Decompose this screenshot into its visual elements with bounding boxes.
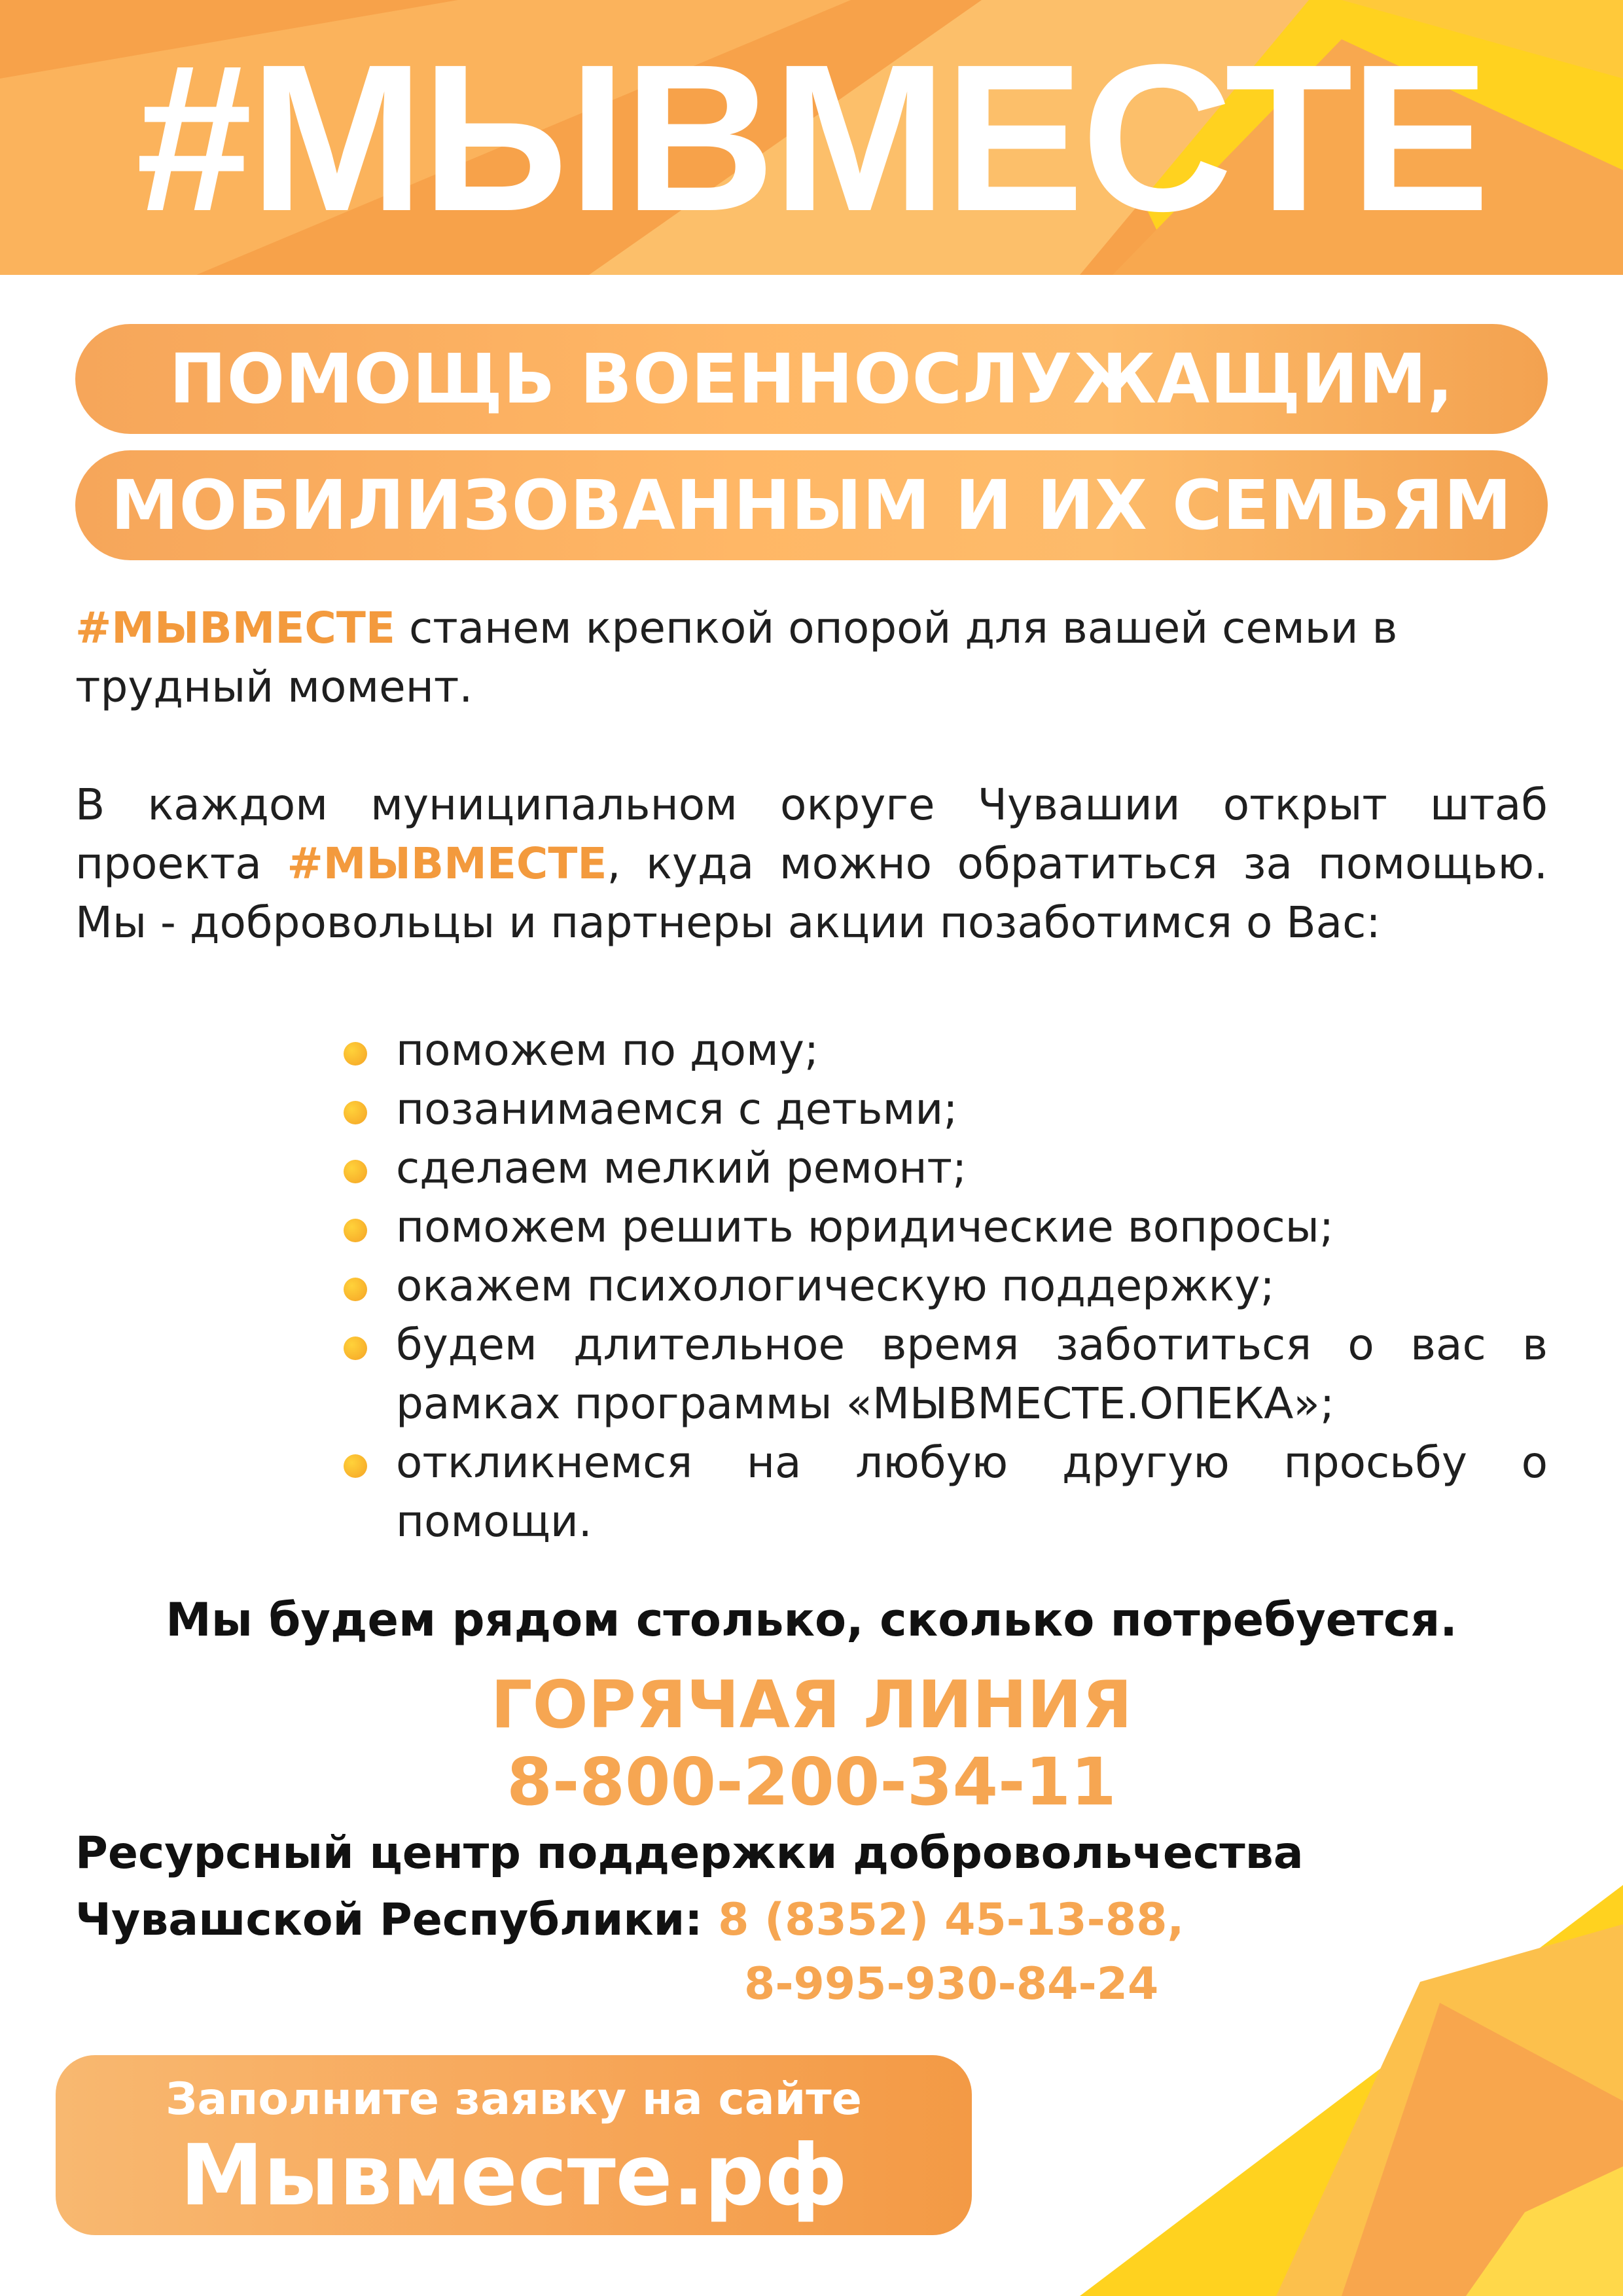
intro-hashtag: #МЫВМЕСТЕ: [75, 603, 395, 653]
resource-phone-2[interactable]: 8-995-930-84-24: [744, 1958, 1159, 2010]
headline-pill-1: ПОМОЩЬ ВОЕННОСЛУЖАЩИМ,: [75, 324, 1548, 434]
list-item: откликнемся на любую другую просьбу о помощи.: [344, 1433, 1548, 1551]
hotline-label: ГОРЯЧАЯ ЛИНИЯ: [490, 1666, 1133, 1743]
list-item: поможем решить юридические вопросы;: [344, 1198, 1548, 1257]
header-banner: [0, 0, 1623, 275]
orange-dot-icon: [344, 1101, 367, 1124]
resource-region: Чувашской Республики:: [75, 1894, 719, 1946]
headline-pill-2: МОБИЛИЗОВАННЫМ И ИХ СЕМЬЯМ: [75, 450, 1548, 560]
paragraph-part2: , куда можно обратиться за помощью. Мы - добровольцы и партнеры акции позаботимся о Вас:: [75, 838, 1548, 948]
help-list: [344, 1021, 1548, 1551]
list-item: окажем психологическую поддержку;: [344, 1257, 1548, 1316]
website-cta-button[interactable]: [56, 2055, 972, 2235]
orange-dot-icon: [344, 1219, 367, 1242]
orange-dot-icon: [344, 1278, 367, 1301]
list-item: сделаем мелкий ремонт;: [344, 1139, 1548, 1198]
hotline-phone[interactable]: 8-800-200-34-11: [507, 1744, 1116, 1820]
resource-phone-1[interactable]: 8 (8352) 45-13-88,: [718, 1894, 1185, 1946]
intro-text: [75, 599, 1548, 717]
list-item: позанимаемся с детьми;: [344, 1080, 1548, 1139]
orange-dot-icon: [344, 1042, 367, 1066]
description-paragraph: [75, 776, 1548, 952]
paragraph-hashtag: #МЫВМЕСТЕ: [287, 838, 607, 889]
tagline: Мы будем рядом столько, сколько потребуется.: [166, 1593, 1457, 1647]
orange-dot-icon: [344, 1454, 367, 1478]
resource-center-line2: [75, 1888, 1184, 1953]
intro-body: станем крепкой опорой для вашей семьи в трудный момент.: [75, 603, 1398, 712]
list-item: поможем по дому;: [344, 1021, 1548, 1080]
list-item: будем длительное время заботиться о вас в рамках программы «МЫВМЕСТЕ.ОПЕКА»;: [344, 1316, 1548, 1433]
paragraph-part1: В каждом муниципальном округе Чувашии открыт штаб проекта: [75, 780, 1548, 889]
cta-label: Заполните заявку на сайте: [166, 2073, 862, 2125]
orange-dot-icon: [344, 1160, 367, 1183]
page-title: #МЫВМЕСТЕ: [135, 20, 1488, 255]
orange-dot-icon: [344, 1336, 367, 1360]
cta-website[interactable]: Мывместе.рф: [180, 2127, 847, 2225]
resource-center-name: Ресурсный центр поддержки добровольчества: [75, 1827, 1304, 1879]
